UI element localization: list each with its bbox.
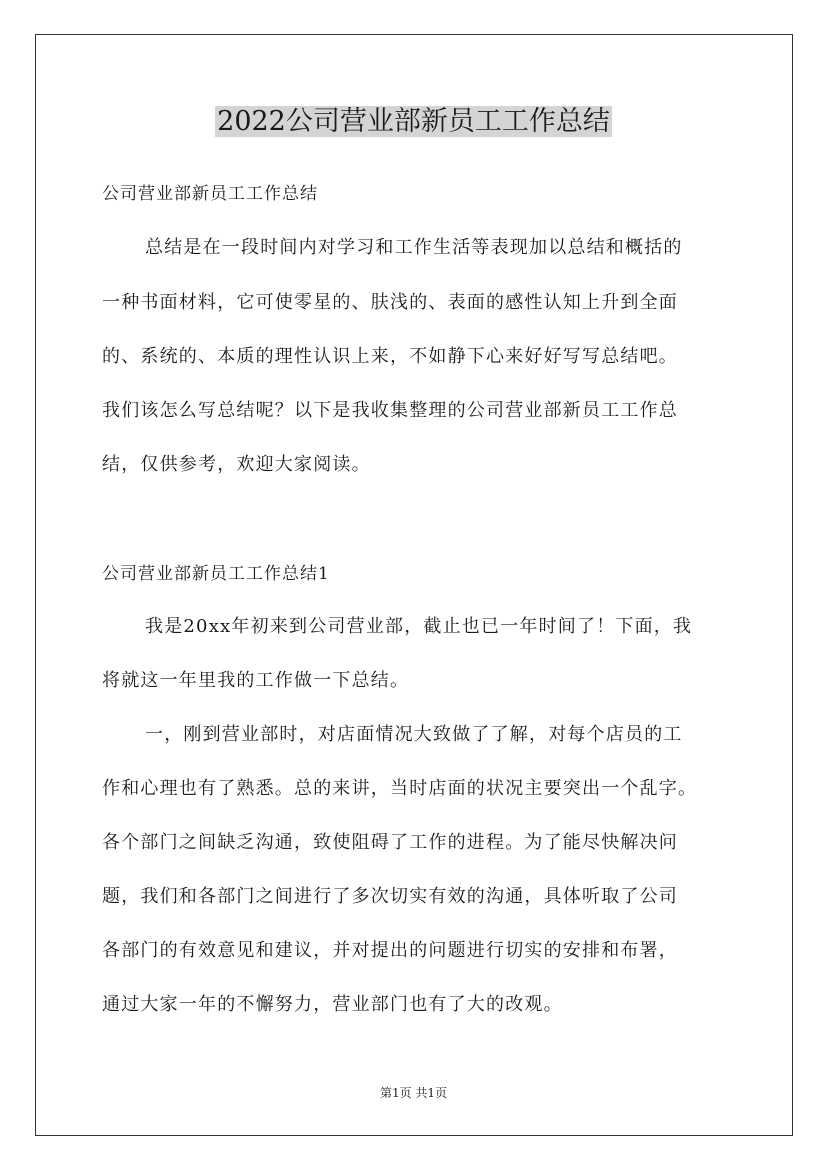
intro-heading: 公司营业部新员工工作总结	[102, 184, 318, 204]
section1-para1-line: 将就这一年里我的工作做一下总结。	[102, 670, 410, 691]
intro-line: 总结是在一段时间内对学习和工作生活等表现加以总结和概括的	[145, 237, 683, 258]
section1-para2-line: 通过大家一年的不懈努力，营业部门也有了大的改观。	[102, 994, 563, 1015]
section1-para1-line: 我是20xx年初来到公司营业部，截止也已一年时间了！下面，我	[145, 616, 693, 637]
page-number-footer: 第1页 共1页	[379, 1086, 448, 1100]
section1-para2-line: 作和心理也有了熟悉。总的来讲，当时店面的状况主要突出一个乱字。	[102, 778, 698, 799]
intro-line: 我们该怎么写总结呢？以下是我收集整理的公司营业部新员工工作总	[102, 400, 678, 421]
section1-para2-line: 各部门的有效意见和建议，并对提出的问题进行切实的安排和布署，	[102, 940, 678, 961]
section1-heading: 公司营业部新员工工作总结1	[102, 564, 330, 584]
section1-para2-line: 一，刚到营业部时，对店面情况大致做了了解，对每个店员的工	[145, 724, 683, 745]
intro-line: 一种书面材料，它可使零星的、肤浅的、表面的感性认知上升到全面	[102, 292, 678, 313]
document-title-text: 2022公司营业部新员工工作总结	[217, 106, 610, 137]
intro-line: 结，仅供参考，欢迎大家阅读。	[102, 454, 371, 475]
intro-line: 的、系统的、本质的理性认识上来，不如静下心来好好写写总结吧。	[102, 346, 678, 367]
section1-para2-line: 各个部门之间缺乏沟通，致使阻碍了工作的进程。为了能尽快解决问	[102, 832, 678, 853]
section1-para2-line: 题，我们和各部门之间进行了多次切实有效的沟通，具体听取了公司	[102, 886, 678, 907]
document-title	[0, 104, 827, 140]
